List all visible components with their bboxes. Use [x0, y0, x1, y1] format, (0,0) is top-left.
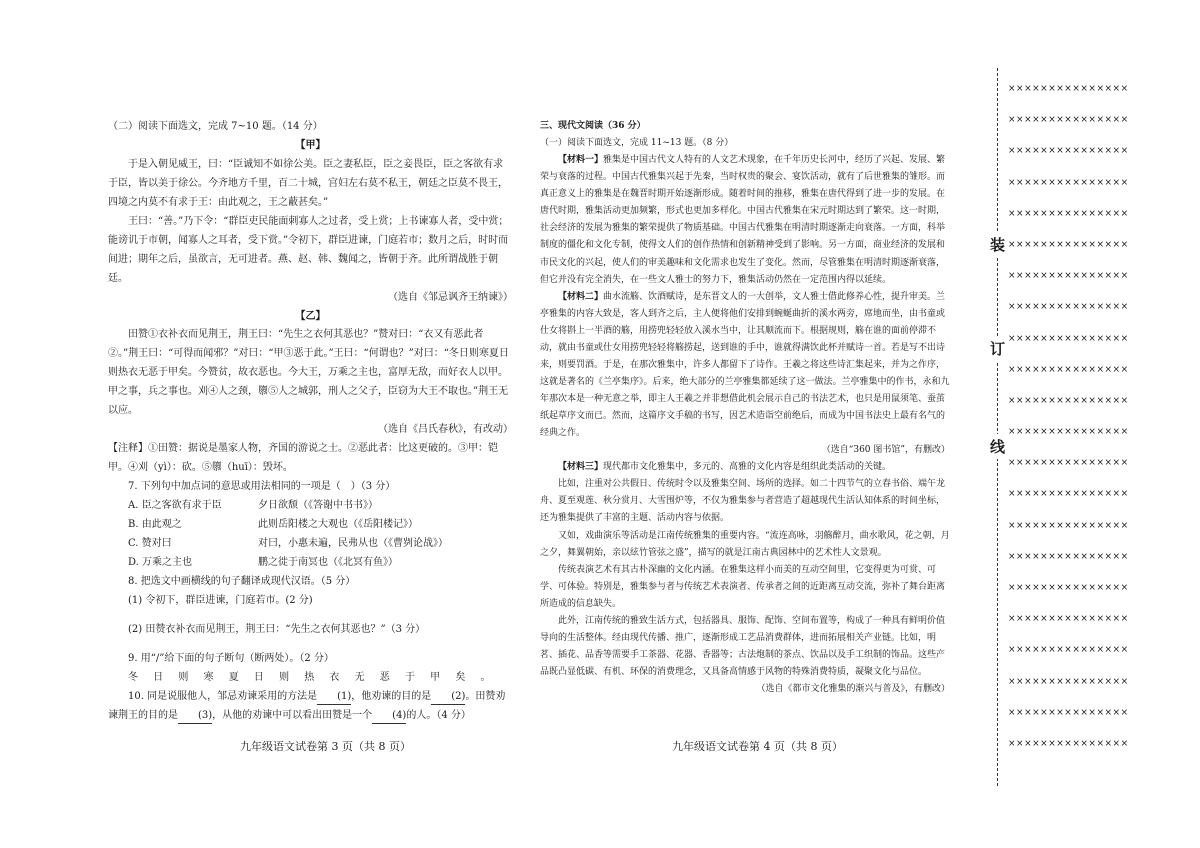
q10-text: 的人。（4 分） [406, 709, 471, 721]
binding-char: 装 [990, 232, 1005, 257]
right-page [540, 118, 950, 698]
option-c: C. 赞对曰 [128, 537, 172, 549]
q10-text: 。田赞劝谏荆王的目的是 [108, 690, 506, 721]
x-mark-row: ××××××××××××××× [1008, 146, 1129, 157]
material-2-source: （选自“360 图书馆”，有删改） [821, 445, 950, 456]
passage-b-source: （选自《吕氏春秋》，有改动） [378, 424, 513, 436]
binding-char: 线 [990, 434, 1005, 459]
x-mark-row: ××××××××××××××× [1008, 427, 1129, 438]
binding-char: 订 [990, 336, 1005, 361]
q10-text: ，他劝谏的目的是 [351, 690, 432, 702]
material-3-paragraph: 比如，注重对公共假日、传统时令以及雅集空间、场所的选择。如二十四节气的立春书俗、端午龙舟、夏至观莲、秋分赏月、大雪围炉等，不仅为雅集参与者营造了超越现代生活认知体系的时间坐标，还为雅集提供了丰富的主题、活动内容与依据。 [540, 479, 946, 524]
passage-a-source: （选自《邹忌讽齐王纳谏》） [388, 291, 513, 303]
x-mark-row: ××××××××××××××× [1008, 177, 1129, 188]
binding-dashed-line [997, 68, 998, 786]
material-text: 现代都市文化雅集中，多元的、高雅的文化内容是组织此类活动的关键。 [603, 462, 892, 473]
x-mark-row: ××××××××××××××× [1008, 271, 1129, 282]
passage-a-label: 【甲】 [295, 139, 326, 151]
annotation-notes: 【注释】①田赞：据说是墨家人物，齐国的游说之士。②恶此者：比这更破的。③甲：铠甲。④刈（yì）：砍。⑤隳（huī）：毁坏。 [108, 443, 498, 474]
material-label: 【材料二】 [558, 291, 604, 302]
x-mark-row: ××××××××××××××× [1008, 645, 1129, 656]
option-compare: 夕日欲颓（《答谢中书书》） [258, 500, 378, 512]
option-d: D. 万乘之主也 [128, 556, 193, 568]
x-mark-row: ××××××××××××××× [1008, 458, 1129, 469]
x-mark-row: ××××××××××××××× [1008, 676, 1129, 687]
material-3-paragraph: 此外，江南传统的雅致生活方式，包括器具、服饰、配饰、空间布置等，构成了一种具有鲜明价值导向的生活整体。经由现代传播、推广，逐渐形成工艺品消费群体，进而拓展相关产业链。比如，明茗、插花、品香等需要手工茶器、花器、香器等；古法炮制的茶点、饮品以及手工织制的饰品。这些产品既凸显低碳、有机、环保的消费理念，又具备高情感于风物的特殊消费特质，凝聚文化与品位。 [540, 615, 946, 677]
x-mark-row: ××××××××××××××× [1008, 707, 1129, 718]
answer-blank[interactable]: (1) [317, 690, 351, 705]
x-mark-row: ××××××××××××××× [1008, 583, 1129, 593]
x-mark-row: ××××××××××××××× [1008, 489, 1129, 500]
answer-space [108, 640, 513, 650]
material-3-source: （选自《都市文化雅集的渐兴与普及》，有删改） [756, 684, 950, 695]
answer-space [108, 611, 513, 621]
passage-a-paragraph: 王曰：“善。”乃下令：“群臣吏民能面刺寡人之过者，受上赏；上书谏寡人者，受中赏；能谤讥于市朝，闻寡人之耳者，受下赏。”令初下，群臣进谏，门庭若市；数月之后，时时而间进；期年之后，虽欲言，无可进者。燕、赵、韩、魏闻之，皆朝于齐。此所谓战胜于朝廷。 [108, 215, 509, 284]
material-1 [540, 152, 950, 289]
question-8-stem: 8. 把选文中画横线的句子翻译成现代汉语。（5 分） [128, 575, 356, 587]
material-3-paragraph: 又如，戏曲演乐等活动是江南传统雅集的重要内容。“流连高咏，羽觞醉月，曲水歌风，花之朝，月之夕，舞翼朝始，亲以絃竹管弦之盛”，描写的就是江南古典园林中的艺术性人文景观。 [540, 530, 950, 558]
sub-heading: （一）阅读下面选文，完成 11~13 题。（8 分） [540, 138, 734, 149]
x-mark-row: ××××××××××××××× [1008, 115, 1129, 126]
question-7-options [108, 497, 513, 573]
question-9-stem: 9. 用“/”给下面的句子断句（断两处）。（2 分） [128, 652, 334, 664]
question-8-item: (2) 田赞衣补衣而见荆王，荆王曰：“先生之衣何其恶也？”（3 分） [128, 623, 426, 635]
option-compare: 对曰，小惠未遍，民弗从也（《曹刿论战》） [258, 537, 448, 549]
page-footer-right: 九年级语文试卷第 4 页（共 8 页） [672, 740, 843, 753]
x-mark-row: ××××××××××××××× [1008, 520, 1129, 531]
q10-text: ，从他的劝谏中可以看出田赞是一个 [212, 709, 373, 721]
option-row [108, 516, 513, 535]
material-2 [540, 289, 950, 443]
section-heading: （二）阅读下面选文，完成 7~10 题。（14 分） [108, 121, 323, 132]
option-compare: 此则岳阳楼之大观也（《岳阳楼记》） [258, 519, 418, 531]
option-compare: 鹏之徙于南冥也（《北冥有鱼》） [258, 556, 398, 568]
x-mark-row: ××××××××××××××× [1008, 364, 1129, 375]
option-row [108, 554, 513, 573]
passage-a-paragraph: 于是入朝见威王，曰：“臣诚知不如徐公美。臣之妻私臣，臣之妾畏臣，臣之客欲有求于臣，皆以美于徐公。今齐地方千里，百二十城，宫妇左右莫不私王，朝廷之臣莫不畏王，四境之内莫不有求于王：由此观之，王之蔽甚矣。” [108, 158, 508, 208]
q10-text: 10. 同是说服他人，邹忌劝谏采用的方法是 [128, 690, 318, 702]
option-b: B. 由此观之 [128, 519, 182, 531]
answer-blank[interactable]: (4) [372, 709, 406, 724]
material-text: 曲水流觞、饮酒赋诗，是东晋文人的一大创举，文人雅士借此修养心性，提升审美。兰亭雅集的内容大致是，客人到齐之后，主人便将他们安排到蜿蜒曲折的溪水两旁，席地而坐，由书童或仕女将斟上一半酒的觞，用捞兜轻轻放入溪水当中，让其顺流而下。根据规则，觞在谁的面前停滞不动，就由书童或仕女用捞兜轻轻将觞捞起，送到谁的手中，谁就得满饮此杯并赋诗一首。若是写不出诗来，则要罚酒。于是，在那次雅集中，许多人都留下了诗作。王羲之将这些诗汇集起来，并为之作序，这就是著名的《兰亭集序》。后来，绝大部分的兰亭雅集都延续了这一做法。兰亭雅集中的作书，永和九年那次本是一种无意之举，即主人王羲之并非想借此机会展示自己的书法艺术，也只是用鼠须笔、蚕茧纸起草序文而已。然而，这篇序文手稿的书写，因艺术造诣空前绝后，而成为中国书法史上最有名气的经典之作。 [540, 291, 950, 439]
passage-b-label: 【乙】 [295, 310, 326, 322]
x-mark-row: ××××××××××××××× [1008, 395, 1129, 406]
material-label: 【材料一】 [558, 155, 604, 166]
answer-blank[interactable]: (2) [431, 690, 465, 705]
x-mark-row: ××××××××××××××× [1008, 84, 1129, 94]
x-mark-row: ××××××××××××××× [1008, 302, 1129, 313]
material-3-paragraph: 传统表演艺术有其古朴深幽的文化内涵。在雅集这样小而美的互动空间里，它变得更为可赏、可学、可体验。特别是，雅集参与者与传统艺术表演者、传承者之间的近距离互动交流，弥补了舞台距离所造成的信息缺失。 [540, 564, 946, 609]
x-mark-row: ××××××××××××××× [1008, 738, 1129, 749]
answer-blank[interactable]: (3) [178, 709, 212, 724]
material-3 [540, 459, 950, 476]
material-label: 【材料三】 [558, 462, 604, 473]
x-mark-row: ××××××××××××××× [1008, 239, 1129, 250]
page-footer-left: 九年级语文试卷第 3 页（共 8 页） [240, 740, 411, 753]
x-mark-row: ××××××××××××××× [1008, 333, 1129, 344]
question-10 [108, 688, 513, 726]
question-9-sentence: 冬 日 则 寒 夏 日 则 热 衣 无 恶 于 甲 矣 。 [128, 671, 497, 683]
question-8-item: (1) 令初下，群臣进谏，门庭若市。(2 分) [128, 594, 313, 606]
passage-b-text: 田赞①衣补衣而见荆王，荆王曰：“先生之衣何其恶也？”赞对曰：“衣又有恶此者②。”荆王曰：“可得而闻邪？”对曰：“甲③恶于此。”王曰：“何谓也？”对曰：“冬日则寒夏日则热衣无恶于甲矣。今赞贫，故衣恶也。今大王，万乘之主也，富厚无敌，而好衣人以甲。甲之事，兵之事也。刈④人之颈，隳⑤人之城郭，刑人之父子，臣窃为大王不取也。”荆王无以应。 [108, 329, 509, 417]
left-page [108, 118, 513, 726]
question-7-stem: 7. 下列句中加点词的意思或用法相同的一项是（ ）（3 分） [128, 481, 396, 493]
section-title: 三、现代文阅读（36 分） [540, 121, 646, 131]
option-a: A. 臣之客欲有求于臣 [128, 500, 222, 512]
material-text: 雅集是中国古代文人特有的人文艺术现象，在千年历史长河中，经历了兴起、发展、繁荣与衰落的过程。中国古代雅集兴起于先秦，当时权贵的聚会、宴饮活动，就有了后世雅集的雏形。而真正意义上的雅集是在魏晋时期开始逐渐形成。随着时间的推移，雅集在唐代得到了进一步的发展。在唐代时期，雅集活动更加频繁，形式也更加多样化。中国古代雅集在宋元时期达到了繁荣。这一时期，社会经济的发展为雅集的繁荣提供了物质基础。中国古代雅集在明清时期逐渐走向衰落。一方面，科举制度的僵化和文化专制，使得文人们的创作热情和创新精神受到了影响。另一方面，商业经济的发展和市民文化的兴起，使人们的审美趣味和文化需求也发生了变化。然而，尽管雅集在明清时期逐渐衰落，但它并没有完全消失，在一些文人雅士的努力下，雅集活动仍然在一定范围内得以延续。 [540, 155, 946, 285]
option-row [108, 535, 513, 554]
x-mark-row: ××××××××××××××× [1008, 551, 1129, 562]
binding-x-marks [1008, 84, 1129, 770]
x-mark-row: ××××××××××××××× [1008, 614, 1129, 625]
option-row [108, 497, 513, 516]
x-mark-row: ××××××××××××××× [1008, 208, 1129, 219]
